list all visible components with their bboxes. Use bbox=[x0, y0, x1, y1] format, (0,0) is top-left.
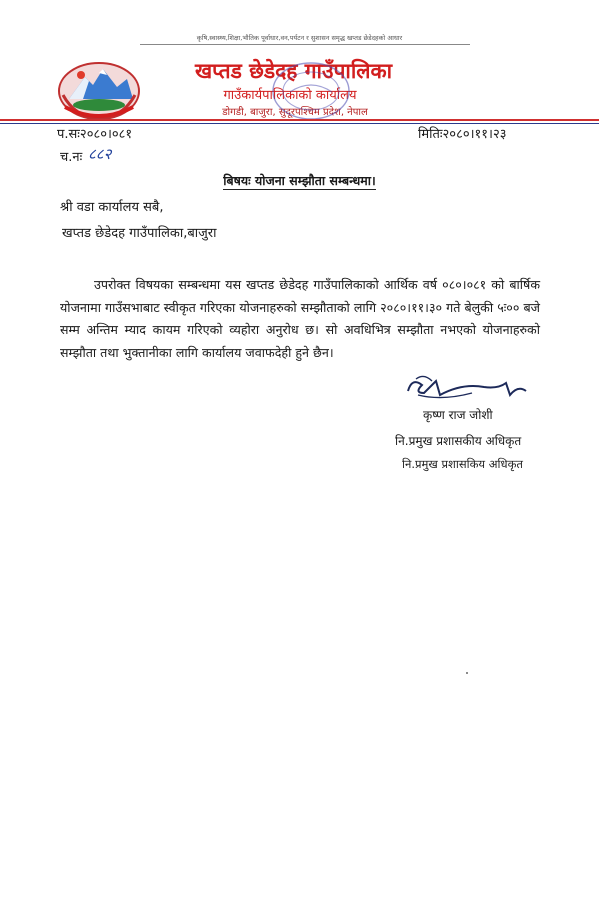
dispatch-number-label: च.नः bbox=[60, 150, 83, 165]
recipient-line-1: श्री वडा कार्यालय सबै, bbox=[60, 200, 164, 215]
office-subtitle: गाउँकार्यपालिकाको कार्यालय bbox=[223, 88, 357, 103]
nepal-emblem-icon bbox=[55, 55, 143, 123]
letter-body bbox=[60, 274, 540, 364]
letterhead-rule bbox=[0, 119, 599, 121]
signatory-designation: नि.प्रमुख प्रशासकीय अधिकृत bbox=[395, 434, 522, 448]
scan-speck bbox=[466, 672, 468, 674]
letter-body-text: उपरोक्त विषयका सम्बन्धमा यस खप्तड छेडेदह गाउँपालिकाको आर्थिक वर्ष ०८०।०८१ को बार्षिक योजनामा गाउँसभाबाट स्वीकृत गरिएका योजनाहरुको सम्झौताको लागि २०८०।११।३० गते बेलुकी ५ः०० बजे सम्म अन्तिम म्याद कायम गरिएको व्यहोरा अनुरोध छ। सो अवधिभित्र सम्झौता नभएको योजनाहरुको सम्झौता तथा भुक्तानीका लागि कार्यालय जवाफदेही हुने छैन। bbox=[60, 277, 540, 360]
office-address: डोगडी, बाजुरा, सुदूरपश्चिम प्रदेश, नेपाल bbox=[222, 107, 368, 118]
letter-subject bbox=[0, 172, 599, 189]
reference-number: प.सः२०८०।०८१ bbox=[57, 127, 133, 142]
signatory-name: कृष्ण राज जोशी bbox=[423, 408, 493, 422]
office-title: खप्तड छेडेदह गाउँपालिका bbox=[195, 59, 393, 83]
recipient-line-2: खप्तड छेडेदह गाउँपालिका,बाजुरा bbox=[62, 226, 217, 241]
motto-underline bbox=[140, 44, 470, 45]
office-stamp-icon bbox=[268, 58, 354, 124]
subject-text: बिषयः योजना सम्झौता सम्बन्धमा। bbox=[223, 173, 376, 188]
letterhead-motto: कृषि,स्वास्थ्य,शिक्षा,भौतिक पूर्वाधार,वन,पर्यटन र सुशासन समृद्ध खप्तड छेडेदहको आधार bbox=[196, 34, 403, 42]
signature-icon bbox=[402, 371, 532, 407]
designation-stamp: नि.प्रमुख प्रशासकिय अधिकृत bbox=[402, 457, 523, 471]
dispatch-number-handwritten: ८८२ bbox=[88, 145, 112, 163]
letter-date: मितिः२०८०।११।२३ bbox=[418, 127, 507, 142]
